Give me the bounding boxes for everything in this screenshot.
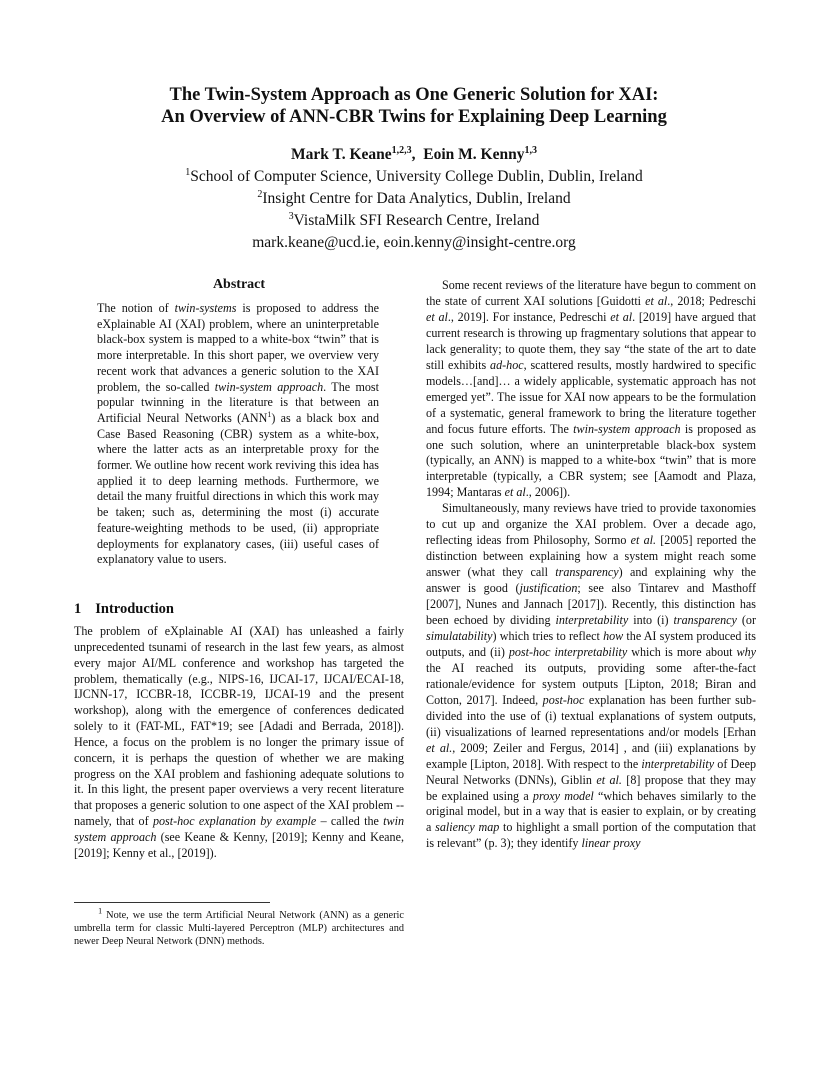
footnote: $^1$ Note, we use the term Artificial Neural Network (ANN) as a generic umbrella term for classic Multi-layered Perceptron (MLP) architectures and newer Deep Neural Network (DNN) methods. [74,906,404,948]
affiliation-1: $^1$School of Computer Science, University College Dublin, Dublin, Ireland [185,166,643,185]
footnote-marker: 1 [267,409,272,419]
author-1-affiliation-marks: 1,2,3 [391,144,412,156]
author-2: Eoin M. Kenny [423,146,525,163]
author-2-affiliation-marks: 1,3 [524,144,537,156]
introduction-paragraph: The problem of eXplainable AI (XAI) has unleashed a fairly unprecedented tsunami of research in the last few years, as almost every major AI/ML conference and workshop has targeted the problem, thematically (e.g., NIPS-16, IJCAI-17, IJCAI/ECAI-18, IJCNN-17, ICCBR-18, ICCBR-19, IJCAI-19 and the present workshop), along with the emergence of conferences dedicated solely to it (FAT-ML, FAT*19; see [Adadi and Berrada, 2018]). Hence, a focus on the problem is no longer the primary issue of concern, it is perhaps the question of whether we are making progress on the XAI problem and fashioning adequate solutions to it. In this light, the present paper overviews a very recent literature that proposes a generic solution to one aspect of the XAI problem -- namely, that of post-hoc explanation by example – called the twin system approach (see Keane & Kenny, [2019]; Kenny and Keane, [2019]; Kenny et al., [2019]). [74,624,404,860]
right-paragraph-2: Simultaneously, many reviews have tried to provide taxonomies to cut up and organize the XAI problem. Over a decade ago, reflecting ideas from Philosophy, Sormo et al. [2005] reported the distinction between explaining how a system might reach some answer (what they call transparency) and explaining why the answer is good (justification; see also Tintarev and Masthoff [2007], Nunes and Jannach [2017]). Recently, this distinction has been echoed by dividing interpretability into (i) transparency (or simulatability) which tries to reflect how the AI system produced its outputs, and (ii) post-hoc interpretability which is more about why the AI reached its outputs, providing some after-the-fact rationale/evidence for system outputs [Lipton, 2018; Biran and Cotton, 2017]. Indeed, post-hoc explanation has been further sub-divided into the use of (i) textual explanations of system outputs, (ii) visualizations of learned representations and/or models [Erhan et al., 2009; Zeiler and Fergus, 2014] , and (iii) explanations by example [Lipton, 2018]. With respect to the interpretability of Deep Neural Networks (DNNs), Giblin et al. [8] propose that they may be explained using a proxy model “which behaves similarly to the original model, but in a way that is easier to explain, or by creating a saliency map to highlight a small portion of the computation that is relevant” (p. 3); they identify linear proxy [426,501,757,851]
section-heading-introduction [74,601,174,618]
abstract-text: The notion of twin-systems is proposed to address the eXplainable AI (XAI) problem, where an uninterpretable black-box system is mapped to a white-box “twin” that is more interpretable. In this short paper, we overview very recent work that advances a generic solution to the XAI problem, the so-called twin-system approach. The most popular twinning in the literature is that between an Artificial Neural Networks (ANN$^1$) as a black box and Case Based Reasoning (CBR) system as a white-box, where the latter acts as an interpretable proxy for the former. We outline how recent work reviving this idea has applied it to deep learning methods. Furthermore, we detail the many fruitful directions in which this work may be taken; such as, determining the most (i) accurate feature-weighting methods to be used, (ii) appropriate deployments for explanatory cases, (iii) useful cases of explanatory value to users. [97,301,379,567]
section-number: 1 [74,601,82,617]
right-paragraph-1: Some recent reviews of the literature have begun to comment on the state of current XAI solutions [Guidotti et al., 2018; Pedreschi et al., 2019]. For instance, Pedreschi et al. [2019] have argued that current research is throwing up fragmentary solutions that appear to lack generality; to quote them, they say “the state of the art to date still exhibits ad-hoc, scattered results, mostly hardwired to specific models…[and]… a widely applicable, systematic approach has not emerged yet”. The issue for XAI now appears to be the formulation of a systematic, general framework to bring the literature together and focus future efforts. The twin-system approach is proposed as one such solution, where an uninterpretable black-box system (typically, an ANN) is mapped to a white-box “twin” that is more interpretable (typically, a CBR system; see [Aamodt and Plaza, 1994; Mantaras et al., 2006]). [426,278,756,500]
section-title: Introduction [95,601,174,617]
affiliation-3: $^3$VistaMilk SFI Research Centre, Ireland [288,210,540,229]
author-1: Mark T. Keane [291,146,392,163]
affiliation-2: $^2$Insight Centre for Data Analytics, Dublin, Ireland [257,188,571,207]
paper-title [0,84,828,128]
author-emails: mark.keane@ucd.ie, eoin.kenny@insight-centre.org [252,234,576,251]
author-block [0,144,828,254]
abstract-heading: Abstract [212,277,266,292]
right-column [426,278,756,852]
footnote-divider [74,902,270,903]
author-names: Mark T. Keane$^{1,2,3}$, Eoin M. Kenny$^{1,3}$ [291,144,537,163]
paper-title-line-1: The Twin-System Approach as One Generic Solution for XAI: [169,85,659,105]
paper-title-line-2: An Overview of ANN-CBR Twins for Explaining Deep Learning [161,107,667,127]
